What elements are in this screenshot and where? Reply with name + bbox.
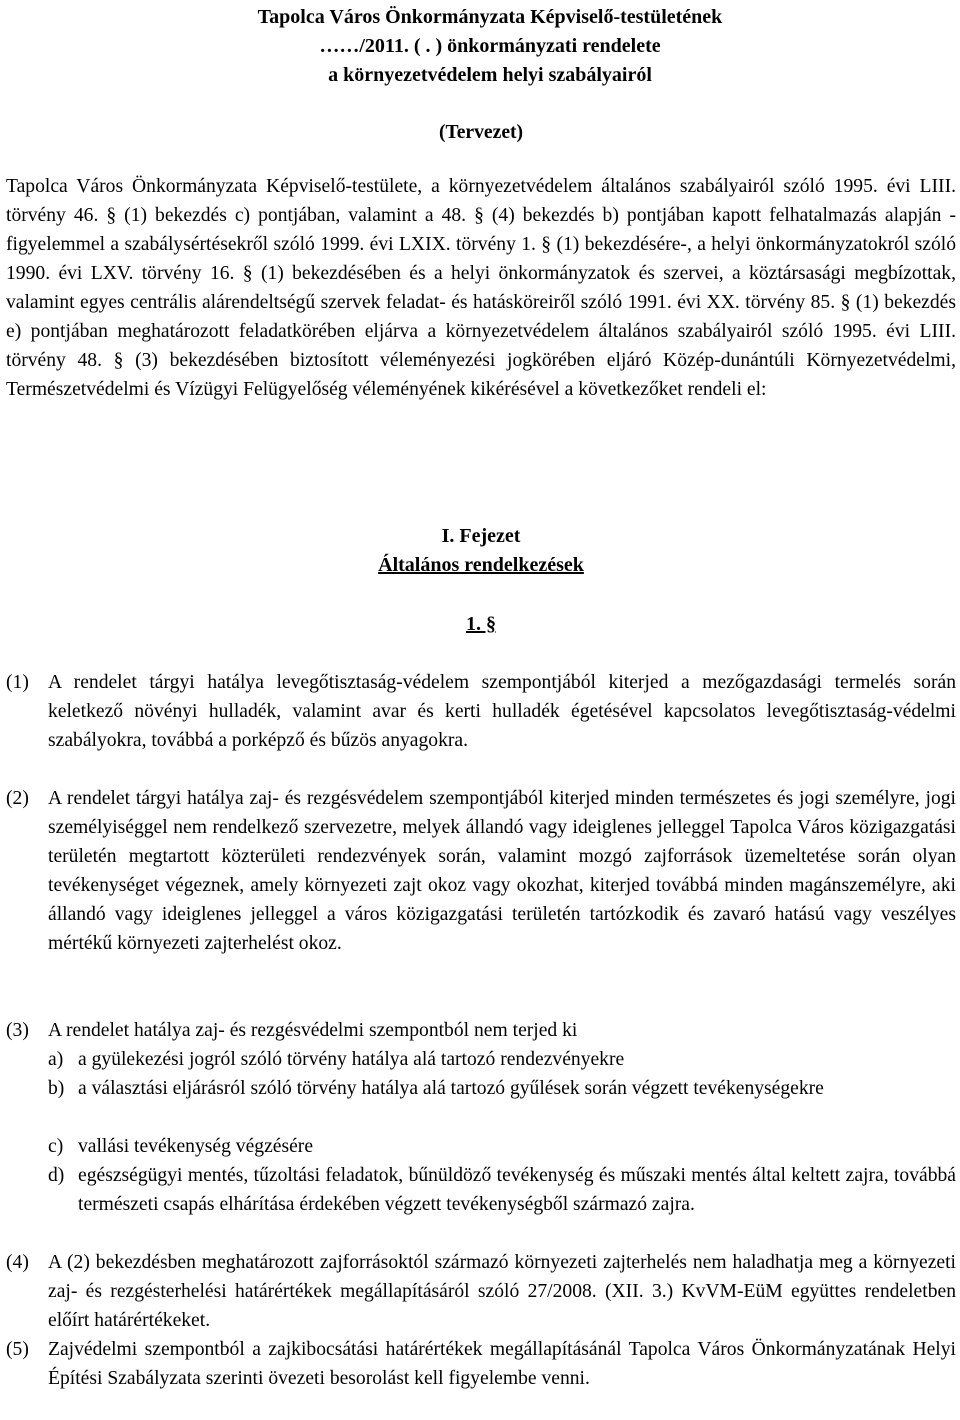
list-item-b [48, 1074, 956, 1103]
title-line-3: a környezetvédelem helyi szabályairól [328, 64, 652, 86]
paragraph-1 [6, 668, 956, 755]
paragraph-text: A (2) bekezdésben meghatározott zajforrásoktól származó környezeti zajterhelés nem haladhatja meg a környezeti zaj- és rezgésterhelési határértékek megállapításáról szóló 27/2008. (XII. 3.) KvVM-EüM együttes rendeletben előírt határértékeket. [48, 1252, 956, 1331]
paragraph-text: Zajvédelmi szempontból a zajkibocsátási határértékek megállapításánál Tapolca Város Önkormányzatának Helyi Építési Szabályzata szerinti övezeti besorolást kell figyelembe venni. [48, 1339, 956, 1389]
document-title [190, 3, 790, 90]
list-item-c [48, 1132, 956, 1161]
list-item-letter: a) [48, 1049, 64, 1070]
list-item-text: vallási tevékenység végzésére [78, 1136, 314, 1157]
paragraph-3 [6, 1016, 956, 1045]
paragraph-text: A rendelet tárgyi hatálya zaj- és rezgésvédelem szempontjából kiterjed minden természetes és jogi személyre, jogi személyiséggel nem rendelkező szervezetre, melyek állandó vagy ideiglenes jelleggel Tapolca Város közigazgatási területén megtartott közterületi rendezvények során, valamint mozgó zajforrások üzemeltetése során olyan tevékenységet végeznek, amely környezeti zajt okoz vagy okozhat, kiterjed továbbá minden magánszemélyre, aki állandó vagy ideiglenes jelleggel a város közigazgatási területén tartózkodik és zavaró hatású vagy veszélyes mértékű környezeti zajterhelést okoz. [48, 788, 956, 954]
preamble [6, 172, 956, 404]
paragraph-number: (2) [6, 788, 29, 809]
paragraph-number: (3) [6, 1020, 29, 1041]
list-item-letter: d) [48, 1165, 65, 1186]
chapter-number: I. Fejezet [441, 525, 521, 547]
draft-label: (Tervezet) [438, 122, 524, 143]
chapter-title: Általános rendelkezések [378, 554, 584, 576]
preamble-text: Tapolca Város Önkormányzata Képviselő-testülete, a környezetvédelem általános szabályairól szóló 1995. évi LIII. törvény 46. § (1) bekezdés c) pontjában, valamint a 48. § (4) bekezdés b) pontjában kapott felhatalmazás alapján - figyelemmel a szabálysértésekről szóló 1999. évi LXIX. törvény 1. § (1) bekezdésére-, a helyi önkormányzatokról szóló 1990. évi LXV. törvény 16. § (1) bekezdésében és a helyi önkormányzatok és szervei, a köztársasági megbízottak, valamint egyes centrális alárendeltségű szervek feladat- és hatásköreiről szóló 1991. évi XX. törvény 85. § (1) bekezdés e) pontjában meghatározott feladatkörében eljárva a környezetvédelem általános szabályairól szóló 1995. évi LIII. törvény 48. § (3) bekezdésében biztosított véleményezési jogkörében eljáró Közép-dunántúli Környezetvédelmi, Természetvédelmi és Vízügyi Felügyelőség véleményének kikérésével a következőket rendeli el: [6, 176, 956, 400]
list-item-text: a választási eljárásról szóló törvény hatálya alá tartozó gyűlések során végzett tevékenységekre [78, 1078, 824, 1099]
paragraph-number: (5) [6, 1339, 29, 1360]
section-heading [6, 610, 956, 639]
title-line-2: ……/2011. ( . ) önkormányzati rendelete [319, 35, 661, 57]
paragraph-2 [6, 784, 956, 958]
paragraph-4 [6, 1248, 956, 1335]
paragraph-5 [6, 1335, 956, 1393]
paragraph-number: (1) [6, 672, 29, 693]
chapter-heading [6, 522, 956, 580]
paragraph-text: A rendelet hatálya zaj- és rezgésvédelmi szempontból nem terjed ki [48, 1020, 578, 1041]
paragraph-text: A rendelet tárgyi hatálya levegőtisztaság-védelem szempontjából kiterjed a mezőgazdasági termelés során keletkező növényi hulladék, valamint avar és kerti hulladék égetésével kapcsolatos levegőtisztaság-védelmi szabályokra, továbbá a porképző és bűzös anyagokra. [48, 672, 956, 751]
paragraph-number: (4) [6, 1252, 29, 1273]
list-item-text: egészségügyi mentés, tűzoltási feladatok, bűnüldöző tevékenység és műszaki mentés által keltett zajra, továbbá természeti csapás elhárítása érdekében végzett tevékenységből származó zajra. [78, 1165, 956, 1215]
list-item-letter: b) [48, 1078, 65, 1099]
section-number: 1. § [466, 613, 496, 635]
list-item-text: a gyülekezési jogról szóló törvény hatálya alá tartozó rendezvényekre [78, 1049, 625, 1070]
list-item-d [48, 1161, 956, 1219]
list-item-letter: c) [48, 1136, 64, 1157]
draft-label-wrap [6, 118, 956, 147]
list-item-a [48, 1045, 956, 1074]
title-line-1: Tapolca Város Önkormányzata Képviselő-testületének [257, 6, 723, 28]
